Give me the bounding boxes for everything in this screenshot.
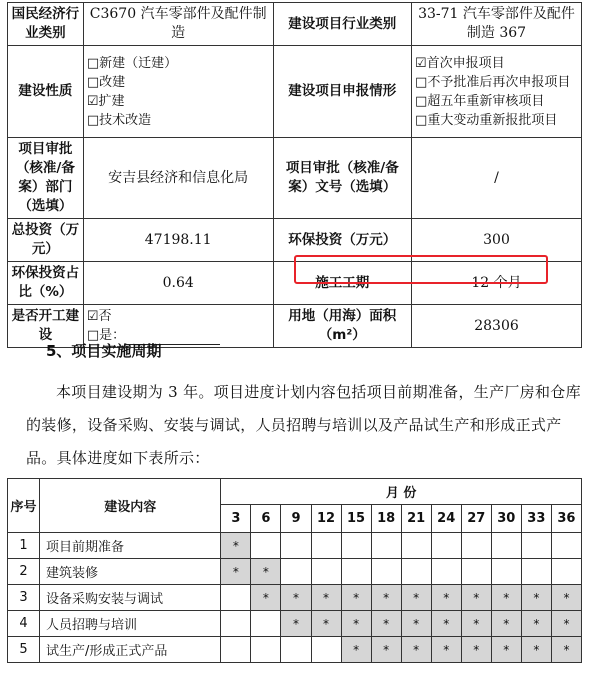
schedule-empty-cell <box>221 637 251 663</box>
month-col-30: 30 <box>491 505 521 533</box>
schedule-empty-cell <box>461 559 491 585</box>
project-category-value: 33-71 汽车零部件及配件制造 367 <box>412 3 582 46</box>
construction-period-highlight-box <box>294 255 548 284</box>
schedule-active-cell: * <box>521 611 551 637</box>
nature-option-expand[interactable]: ☑扩建 <box>86 93 125 109</box>
month-col-33: 33 <box>521 505 551 533</box>
schedule-empty-cell <box>281 533 311 559</box>
schedule-empty-cell <box>311 637 341 663</box>
schedule-row <box>8 533 582 559</box>
schedule-month-header: 月 份 <box>221 479 582 505</box>
schedule-table <box>7 478 582 663</box>
industry-label: 国民经济行业类别 <box>8 3 84 46</box>
schedule-active-cell: * <box>311 611 341 637</box>
schedule-empty-cell <box>251 533 281 559</box>
schedule-empty-cell <box>551 559 581 585</box>
schedule-active-cell: * <box>551 585 581 611</box>
land-area-label: 用地（用海）面积（m²） <box>273 305 412 348</box>
schedule-empty-cell <box>251 637 281 663</box>
schedule-empty-cell <box>431 559 461 585</box>
total-invest-label: 总投资（万元） <box>8 219 84 262</box>
schedule-row <box>8 611 582 637</box>
schedule-empty-cell <box>281 637 311 663</box>
declare-option-major-change[interactable]: □重大变动重新报批项目 <box>415 112 558 128</box>
schedule-active-cell: * <box>251 585 281 611</box>
schedule-empty-cell <box>461 533 491 559</box>
schedule-empty-cell <box>221 585 251 611</box>
schedule-empty-cell <box>371 559 401 585</box>
total-invest-value: 47198.11 <box>83 219 273 262</box>
schedule-row <box>8 585 582 611</box>
env-invest-value: 300 <box>412 219 582 262</box>
schedule-empty-cell <box>371 533 401 559</box>
month-col-6: 6 <box>251 505 281 533</box>
approval-doc-label: 项目审批（核准/备案）文号（选填） <box>273 138 412 219</box>
schedule-active-cell: * <box>461 585 491 611</box>
approval-dept-label: 项目审批（核准/备案）部门（选填） <box>8 138 84 219</box>
started-label: 是否开工建设 <box>8 305 84 348</box>
schedule-task: 试生产/形成正式产品 <box>40 637 221 663</box>
section-heading: 5、项目实施周期 <box>46 342 162 360</box>
project-category-label: 建设项目行业类别 <box>273 3 412 46</box>
month-col-15: 15 <box>341 505 371 533</box>
industry-value: C3670 汽车零部件及配件制造 <box>83 3 273 46</box>
nature-option-rebuild[interactable]: □改建 <box>86 74 126 90</box>
env-invest-label: 环保投资（万元） <box>273 219 412 262</box>
schedule-task: 设备采购安装与调试 <box>40 585 221 611</box>
schedule-active-cell: * <box>311 585 341 611</box>
nature-label: 建设性质 <box>8 46 84 138</box>
month-col-18: 18 <box>371 505 401 533</box>
schedule-row <box>8 637 582 663</box>
schedule-task: 建筑装修 <box>40 559 221 585</box>
approval-doc-value: / <box>412 138 582 219</box>
schedule-empty-cell <box>341 559 371 585</box>
schedule-active-cell: * <box>401 585 431 611</box>
schedule-empty-cell <box>401 559 431 585</box>
schedule-active-cell: * <box>491 611 521 637</box>
schedule-empty-cell <box>431 533 461 559</box>
schedule-active-cell: * <box>221 533 251 559</box>
schedule-active-cell: * <box>281 611 311 637</box>
schedule-active-cell: * <box>401 611 431 637</box>
schedule-task: 人员招聘与培训 <box>40 611 221 637</box>
schedule-active-cell: * <box>371 611 401 637</box>
schedule-empty-cell <box>311 533 341 559</box>
schedule-empty-cell <box>401 533 431 559</box>
section-paragraph: 本项目建设期为 3 年。项目进度计划内容包括项目前期准备，生产厂房和仓库的装修，设备采购、安装与调试，人员招聘与培训以及产品试生产和形成正式产品。具体进度如下表所示： <box>26 383 581 467</box>
month-col-21: 21 <box>401 505 431 533</box>
schedule-active-cell: * <box>551 611 581 637</box>
schedule-empty-cell <box>311 559 341 585</box>
schedule-active-cell: * <box>521 585 551 611</box>
schedule-empty-cell <box>491 533 521 559</box>
schedule-active-cell: * <box>491 585 521 611</box>
schedule-active-cell: * <box>371 585 401 611</box>
declare-option-five-year[interactable]: □超五年重新审核项目 <box>415 93 545 109</box>
schedule-empty-cell <box>521 533 551 559</box>
schedule-active-cell: * <box>461 637 491 663</box>
schedule-empty-cell <box>281 559 311 585</box>
declare-label: 建设项目申报情形 <box>273 46 412 138</box>
schedule-empty-cell <box>491 559 521 585</box>
schedule-active-cell: * <box>431 585 461 611</box>
land-area-value: 28306 <box>412 305 582 348</box>
schedule-active-cell: * <box>401 637 431 663</box>
approval-dept-value: 安吉县经济和信息化局 <box>83 138 273 219</box>
nature-options <box>83 46 273 138</box>
schedule-empty-cell <box>251 611 281 637</box>
schedule-seq: 4 <box>8 611 40 637</box>
month-col-24: 24 <box>431 505 461 533</box>
declare-option-resubmit[interactable]: □不予批准后再次申报项目 <box>415 74 571 90</box>
schedule-active-cell: * <box>281 585 311 611</box>
schedule-active-cell: * <box>551 637 581 663</box>
schedule-seq: 2 <box>8 559 40 585</box>
schedule-active-cell: * <box>251 559 281 585</box>
schedule-task: 项目前期准备 <box>40 533 221 559</box>
schedule-empty-cell <box>521 559 551 585</box>
schedule-empty-cell <box>221 611 251 637</box>
schedule-seq: 5 <box>8 637 40 663</box>
month-col-12: 12 <box>311 505 341 533</box>
month-col-36: 36 <box>551 505 581 533</box>
schedule-seq: 1 <box>8 533 40 559</box>
nature-option-new[interactable]: □新建（迁建） <box>86 55 178 71</box>
month-col-9: 9 <box>281 505 311 533</box>
started-option-yes[interactable]: □是： <box>87 326 270 345</box>
month-col-27: 27 <box>461 505 491 533</box>
schedule-active-cell: * <box>341 637 371 663</box>
schedule-active-cell: * <box>371 637 401 663</box>
construction-period-value: 12 个月 <box>412 262 582 305</box>
construction-period-label: 施工工期 <box>273 262 412 305</box>
project-info-table <box>7 2 582 348</box>
month-col-3: 3 <box>221 505 251 533</box>
schedule-content-header: 建设内容 <box>40 479 221 533</box>
schedule-empty-cell <box>341 533 371 559</box>
declare-options <box>412 46 582 138</box>
schedule-active-cell: * <box>341 585 371 611</box>
schedule-seq: 3 <box>8 585 40 611</box>
schedule-row <box>8 559 582 585</box>
schedule-active-cell: * <box>491 637 521 663</box>
schedule-active-cell: * <box>221 559 251 585</box>
schedule-empty-cell <box>551 533 581 559</box>
declare-option-first[interactable]: ☑首次申报项目 <box>415 55 505 71</box>
schedule-seq-header: 序号 <box>8 479 40 533</box>
schedule-active-cell: * <box>461 611 491 637</box>
schedule-active-cell: * <box>521 637 551 663</box>
env-ratio-label: 环保投资占比（%） <box>8 262 84 305</box>
env-ratio-value: 0.64 <box>83 262 273 305</box>
schedule-active-cell: * <box>431 611 461 637</box>
nature-option-tech[interactable]: □技术改造 <box>86 112 152 128</box>
schedule-active-cell: * <box>431 637 461 663</box>
started-option-no[interactable]: ☑否 <box>86 309 112 324</box>
schedule-active-cell: * <box>341 611 371 637</box>
